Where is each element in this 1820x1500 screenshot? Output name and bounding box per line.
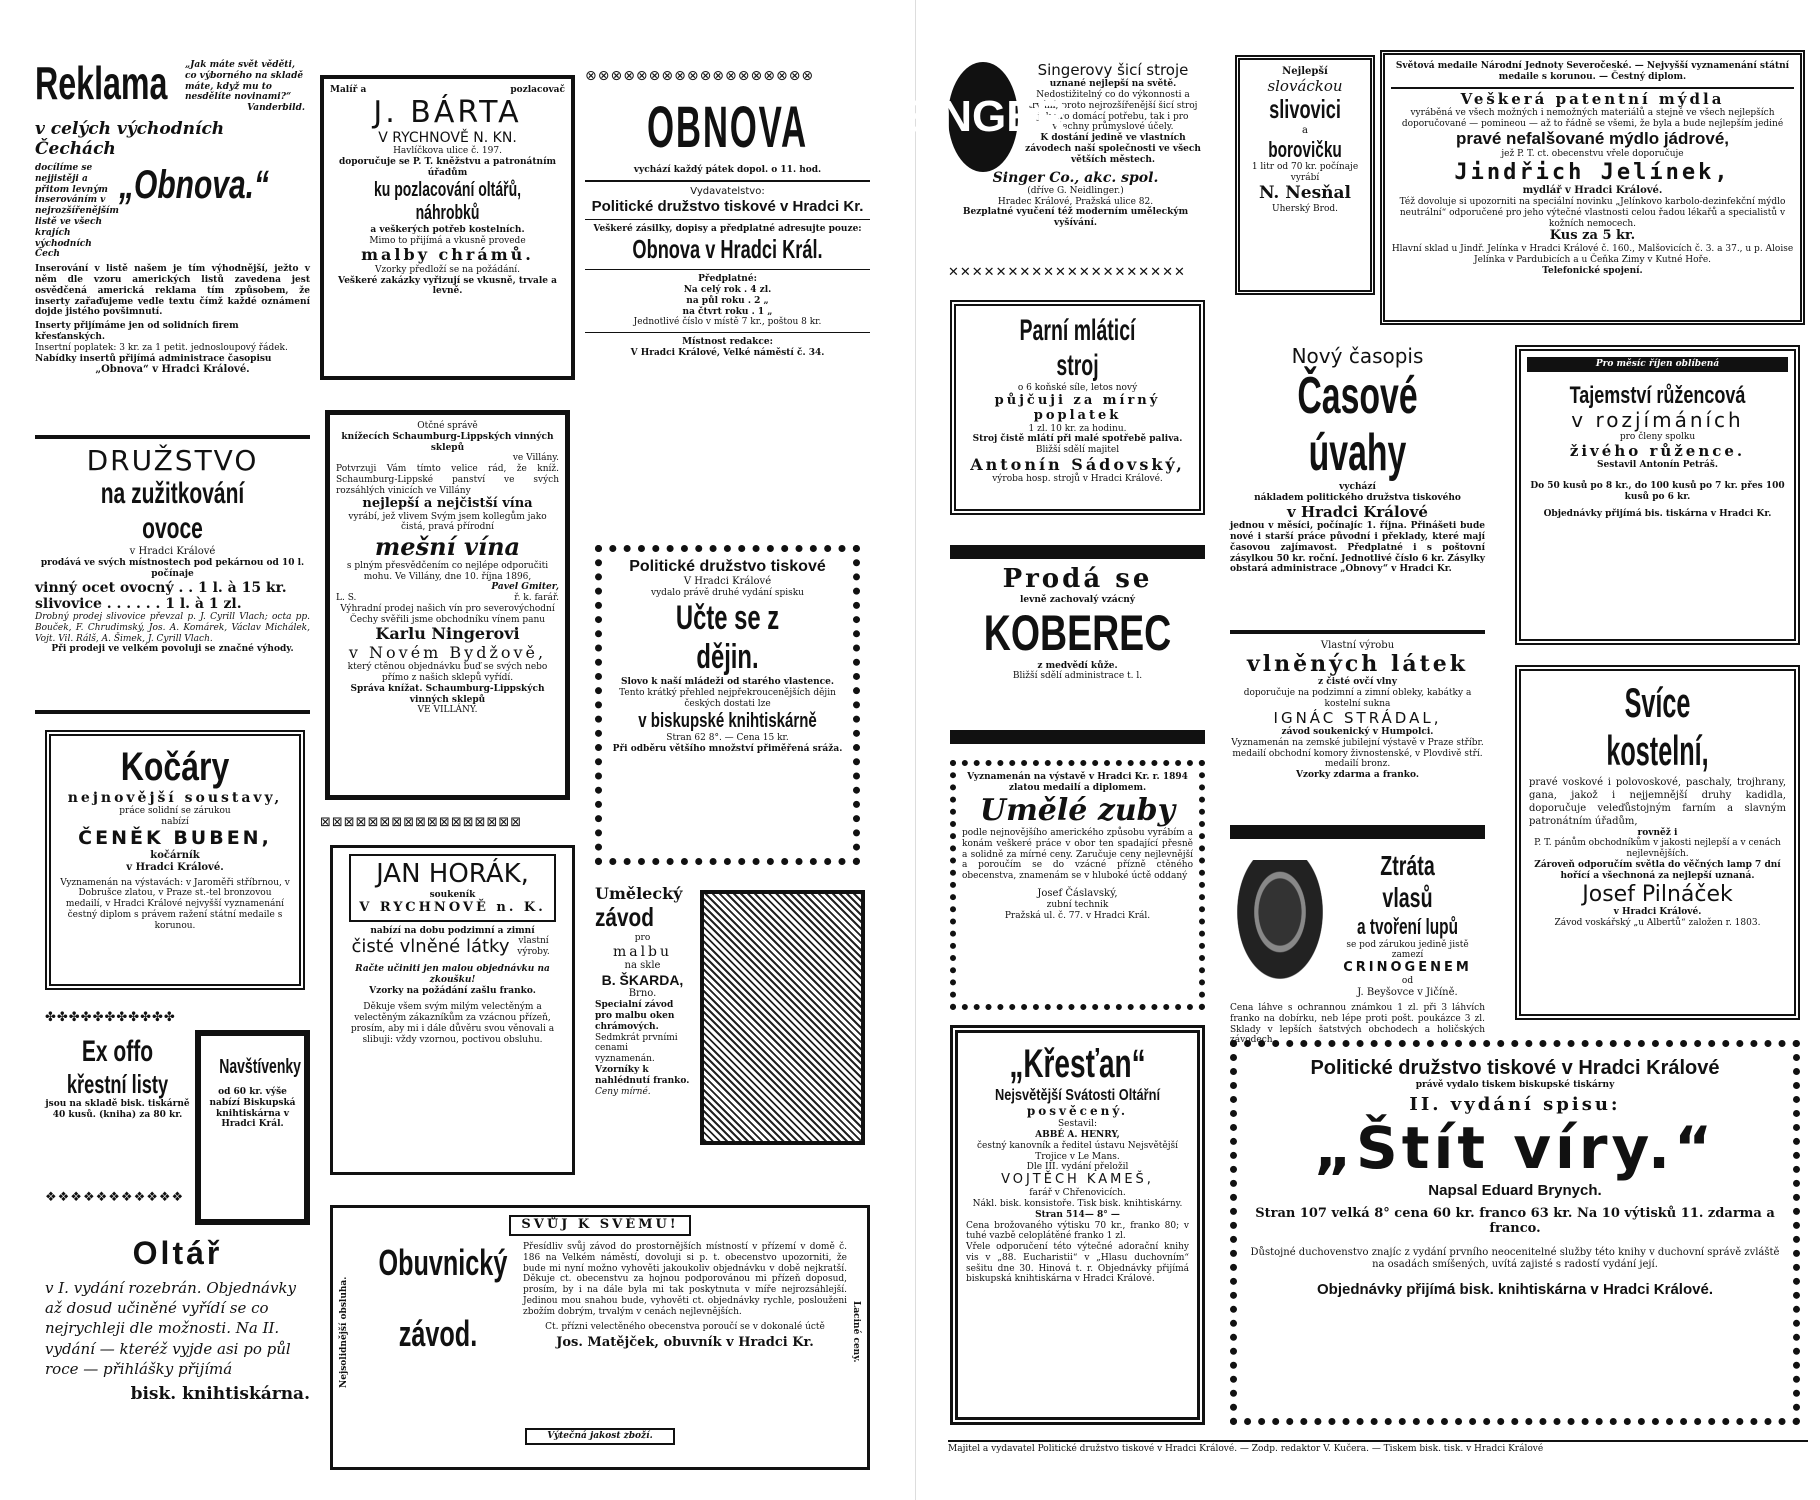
slivovice-name: N. Nesňal xyxy=(1258,183,1352,204)
ad-slivovice xyxy=(1235,55,1375,295)
kocary-note: Vyznamenán na výstavách: v Jaroměři stříbrnou, v Dobrušce zlatou, v Praze st.-tel bronzovou medailí, v Hradci Králové nejvyšší vyznamenání čestný diplom s právem ražení státní medaile s korunou. xyxy=(60,877,290,931)
umelecky-text3: Vzorníky k nahlédnutí franko. xyxy=(595,1065,690,1086)
schaumburg-head3: ve Villány. xyxy=(512,453,559,464)
horak-text: nabízí na dobu podzimní a zimní xyxy=(370,925,535,936)
slivovice-title: slivovici xyxy=(1269,94,1341,125)
schaumburg-loc: v Novém Bydžově, xyxy=(348,642,547,662)
ucte-loc: V Hradci Králové xyxy=(683,576,772,588)
ad-oltar xyxy=(45,1235,310,1465)
reklama-line4: „Obnova“ v Hradci Králové. xyxy=(95,364,250,376)
druzstvo-text2: Drobný prodej slivovice převzal p. J. Cyrill Vlach; octa pp. Bouček, F. Chrudimský, Jos. A. Komárek, Václav Michálek, Vojt. Vil. Rálš, A. Šimek, J. Cyrill Vlach. xyxy=(35,611,310,644)
oltar-sign: bisk. knihtiskárna. xyxy=(130,1384,310,1405)
slivovice-loc: Uherský Brod. xyxy=(1272,203,1338,214)
koberec-sub: levně zachovalý vzácný xyxy=(1019,594,1135,605)
koberec-text: Bližší sdělí administrace t. l. xyxy=(1012,671,1143,682)
svice-rovnez: rovněž i xyxy=(1637,827,1678,838)
schaumburg-sign2: ř. k. farář. xyxy=(514,593,559,604)
singer-text2: K dostání jedině ve vlastních závodech naší společnosti ve všech větších městech. xyxy=(1025,133,1201,165)
page-gutter xyxy=(915,0,941,1500)
krestan-translator2: farář v Chřenovicích. xyxy=(1029,1188,1126,1199)
obuvnicky-banner: SVŮJ K SVÉMU! xyxy=(509,1215,690,1236)
svice-foot: Závod voskářský „u Albertů“ založen r. 1803. xyxy=(1554,917,1761,928)
casopis-text3: jednou v měsíci, počínajíc 1. října. Přinášeti bude nové i starší práce původní i překlady, které mají časovou zajímavost. Předplatné i s poštovní zásylkou 50 kr. roční. Jednotlivé číslo 6 kr. Zásylky obstará administrace „Obnovy“ v Hradci Kr. xyxy=(1230,521,1485,575)
obnova-label: Vydavatelstvo: xyxy=(690,186,765,198)
singer-name2: (dříve G. Neidlinger.) xyxy=(1027,185,1124,196)
stit-pub: Politické družstvo tiskové v Hradci Králové xyxy=(1310,1057,1720,1079)
mydla-name: Jindřich Jelínek, xyxy=(1454,159,1731,185)
stit-author: Napsal Eduard Brynych. xyxy=(1428,1182,1602,1200)
druzstvo-text3: Při prodeji ve velkém povoluji se značné výhody. xyxy=(51,644,294,655)
ruzencova-foot: Objednávky přijímá bis. tiskárna v Hradci Kr. xyxy=(1543,508,1772,519)
rule xyxy=(1230,630,1485,634)
obuvnicky-side-l: Nejsolidnější obsluha. xyxy=(339,1276,349,1388)
ucte-big: v biskupské knihtiskárně xyxy=(638,709,817,732)
rule xyxy=(35,710,310,714)
svice-text3: Zároveň odporučím světla do věčných lamp 7 dní hořící a všechnoná za nejlepší uznaná. xyxy=(1534,859,1781,881)
obuvnicky-side-r: Laciné ceny. xyxy=(851,1301,861,1363)
casopis-text2: nákladem politického družstva tiskového xyxy=(1254,493,1461,504)
barta-spec: ku pozlacování oltářů, náhrobků xyxy=(373,178,522,224)
page-footer: Majitel a vydavatel Politické družstvo tiskové v Hradci Králové. — Zodp. redaktor V. Kučera. — Tiskem bisk. tisk. v Hradci Králové xyxy=(948,1440,1808,1455)
latky-name: IGNÁC STRÁDAL, xyxy=(1273,708,1442,727)
svice-name: Josef Pilnáček xyxy=(1582,881,1733,907)
kocary-title: Kočáry xyxy=(120,745,230,789)
ad-navstivenky xyxy=(195,1030,310,1225)
horak-big: čisté vlněné látky xyxy=(351,935,510,957)
kocary-loc: v Hradci Králové. xyxy=(126,861,224,873)
druzstvo-item2: slivovice . . . . . . 1 l. à 1 zl. xyxy=(35,595,242,612)
schaumburg-head: Otčné správě xyxy=(417,421,478,431)
ornament-row: ✤✤✤✤✤✤✤✤✤✤✤ xyxy=(45,1010,176,1025)
obuvnicky-sign: Jos. Matějček, obuvník v Hradci Kr. xyxy=(556,1335,814,1351)
barta-loc: V RYCHNOVĚ N. KN. xyxy=(378,130,517,147)
reklama-quote: „Jak máte svět věděti, co výborného na skladě máte, když mu to nesdělíte novinami?“ Vanderbild. xyxy=(185,60,305,114)
barta-line: Mimo to přijímá a vkusně provede xyxy=(369,235,526,246)
ruzencova-price: Do 50 kusů po 8 kr., do 100 kusů po 7 kr. přes 100 kusů po 6 kr. xyxy=(1530,481,1785,503)
druzstvo-text: prodává ve svých místnostech pod pekárnou od 10 l. počínaje xyxy=(40,558,305,579)
krestan-pages: Stran 514— 8° — xyxy=(1035,1209,1120,1220)
latky-title: vlněných látek xyxy=(1247,651,1468,677)
horak-it: Račte učiniti jen malou objednávku na zkoušku! xyxy=(355,964,550,985)
schaumburg-big: nejlepší a nejčistší vína xyxy=(362,495,533,511)
zuby-addr: Pražská ul. č. 77. v Hradci Král. xyxy=(1004,910,1151,921)
singer-title: Singerovy šicí stroje xyxy=(1037,61,1189,79)
ornament-row: ❖❖❖❖❖❖❖❖❖❖❖ xyxy=(45,1190,185,1205)
reklama-title: Reklama xyxy=(35,57,168,109)
ucte-title: Učte se z dějin. xyxy=(675,599,780,677)
ucte-sub: Slovo k naší mládeži od starého vlastence. xyxy=(620,677,835,688)
mydla-head: Veškerá patentní mýdla xyxy=(1391,87,1794,108)
mydla-price: Kus za 5 kr. xyxy=(1549,228,1636,244)
latky-foot: Vzorky zdarma a franko. xyxy=(1295,770,1420,781)
ucte-text: vydalo právě druhé vydání spisku xyxy=(651,588,804,599)
obuvnicky-text2: Ct. přízni velectěného obecenstva poroučí se v dokonalé úctě xyxy=(545,1321,825,1332)
obnova-single: Jednotlivé číslo v místě 7 kr., poštou 8 kr. xyxy=(633,317,822,328)
kocary-role: kočárník xyxy=(150,849,200,861)
ucte-note: Při odběru většího množství přiměřená sráža. xyxy=(612,743,843,754)
krestan-title: „Křesťan“ xyxy=(1009,1042,1146,1086)
obnova-red-head: Místnost redakce: xyxy=(682,337,773,348)
reklama-side: docílíme se nejjistěji a přitom levným inserováním v nejrozšířenějším listě ve všech krajích východních Čech xyxy=(35,163,119,260)
zuby-text: podle nejnovějšího amerického způsobu vyrábím a konám veškeré práce v obor ten spadající přesně a solidně za mírné ceny. Zaručuje ceny nejlevnější a poroučím se do vzácné přízně ctěného obecenstva, znamenám se v hluboké úctě oddaný xyxy=(962,828,1193,882)
latky-text: doporučuje na podzimní a zimní obleky, kabátky a kostelní sukna xyxy=(1243,688,1472,709)
mlatici-role: výroba hosp. strojů v Hradci Králové. xyxy=(992,474,1163,485)
exoffo-text: jsou na skladě bisk. tiskárně 40 kusů. (kniha) za 80 kr. xyxy=(45,1099,190,1121)
barta-line2: Vzorky předloží se na požádání. xyxy=(374,264,521,275)
horak-name-frame xyxy=(349,854,556,922)
ornament-row: ⊠⊠⊠⊠⊠⊠⊠⊠⊠⊠⊠⊠⊠⊠⊠⊠⊠ xyxy=(320,815,523,830)
ad-ruzencova xyxy=(1515,345,1800,645)
umelecky-head: Umělecký xyxy=(595,884,683,903)
krestan-text3: Vřele odporučení této výtečné adorační knihy vis v „88. Eucharistii“ v „Hlasu duchovním“ sešitu dne 30. Hinová t. r. Objednávky přijímá biskupská knihtiskárna v Hradci Králové. xyxy=(966,1242,1189,1285)
ad-barta xyxy=(320,75,575,380)
krestan-text2: Cena brožovaného výtisku 70 kr., franko 80; v tuhé vazbě celoplátěné franko 1 zl. xyxy=(966,1220,1189,1242)
mlatici-name: Antonín Sádovský, xyxy=(970,455,1185,475)
barta-top-left: Malíř a xyxy=(330,85,367,95)
krestan-sub2: posvěcený. xyxy=(1026,1104,1129,1119)
ruzencova-head: Pro měsíc říjen oblíbená xyxy=(1527,357,1788,372)
black-bar xyxy=(1230,825,1485,839)
reklama-line3: Nabídky insertů přijímá administrace časopisu xyxy=(35,353,272,364)
stit-info: Stran 107 velká 8° cena 60 kr. franco 63 kr. Na 10 výtisků 11. zdarma a franco. xyxy=(1255,1206,1775,1237)
horak-side: vlastní výroby. xyxy=(517,936,550,958)
exoffo-title2: křestní listy xyxy=(66,1068,169,1099)
krestan-author: ABBÉ A. HENRY, xyxy=(1035,1129,1120,1140)
ruzencova-title2: v rozjímáních xyxy=(1571,408,1744,433)
krestan-author2: čestný kanovník a ředitel ústavu Nejsvětější Trojice v Le Mans. xyxy=(976,1140,1179,1162)
svice-text: pravé voskové i polovoskové, paschaly, trojhrany, gana, jakož i nejjemnější druhy kadidla, doporučuje veleďůstojným farním a slavným patronátním úřadům, xyxy=(1529,776,1786,827)
ucte-text2: Tento krátký přehled nejpřekroucenějších dějin českých dostati lze xyxy=(619,688,836,709)
vlasy-text2: Cena láhve s ochrannou známkou 1 zl. při 3 láhvích franko na dobírku, neb lépe proti pošt. poukázce 3 zl. Sklady v lepších šatstvých obchodech a holičských závodech. xyxy=(1230,1003,1485,1046)
ad-exoffo xyxy=(45,1035,190,1185)
slivovice-head: Nejlepší xyxy=(1282,66,1328,77)
horak-loc: V RYCHNOVĚ n. K. xyxy=(359,899,546,915)
zuby-role: zubní technik xyxy=(1046,900,1109,911)
rule xyxy=(35,435,310,439)
singer-addr: Hradec Králové, Pražská ulice 82. xyxy=(997,196,1154,207)
oltar-text: v I. vydání rozebrán. Objednávky až dosud učiněné vyřídí se co nejrychleji dle možnosti. Na II. vydání — kteréž vyjde asi po půl roce — přihlášky přijímá xyxy=(45,1278,296,1378)
singer-logo-icon xyxy=(898,62,1068,172)
krestan-text: Dle III. vydání přeložil xyxy=(1026,1162,1129,1173)
latky-text2: Vyznamenán na zemské jubilejní výstavě v Praze stříbr. medailí obchodní komory živnostenské, v Plovdivě stří. medailí bronz. xyxy=(1231,737,1484,770)
stit-text2: Důstojné duchovenstvo znajíc z vydání prvního neocenitelné služby této knihy v duchovní správě zvláště na osadách smíšených, uvítá zajisté s radostí vydání její. xyxy=(1250,1247,1780,1271)
kocary-name: ČENĚK BUBEN, xyxy=(78,826,272,849)
slivovice-sub: slováckou xyxy=(1267,77,1343,95)
reklama-line2: Insertní poplatek: 3 kr. za 1 petit. jednosloupový řádek. xyxy=(35,342,288,353)
schaumburg-head2: knížecích Schaumburg-Lippských vinných sklepů xyxy=(341,431,554,453)
slivovice-a: a xyxy=(1302,125,1308,137)
ad-singer xyxy=(898,61,1203,262)
ad-reklama xyxy=(35,57,310,430)
obnova-text: Veškeré zásilky, dopisy a předplatné adresujte pouze: xyxy=(593,224,862,235)
navstivenky-text: od 60 kr. výše nabízí Biskupská knihtiskárna v Hradci Král. xyxy=(209,1087,296,1130)
ad-mydla xyxy=(1380,50,1805,325)
obuvnicky-title2: závod. xyxy=(398,1313,478,1355)
singer-text: Nedostižitelný co do výkonnosti a trvání, proto nejrozšířenější šicí stroj jak pro domácí potřebu, tak i pro všechny průmyslové účely. xyxy=(1028,90,1198,133)
druzstvo-loc: v Hradci Králové xyxy=(129,546,216,558)
schaumburg-sign: Pavel Gmiter, xyxy=(491,582,559,593)
obuvnicky-text: Přesídliv svůj závod do prostornějších místností v přízemí v domě č. 186 na Velkém náměstí, dovoluji si p. t. obecenstvo upozorniti, že bude mi nyní možno vyhověti jakoukoliv objednávku v době nejkratší. Děkuje ct. obecenstvu za hojnou podporovánou mi přízeň doposud, prosím, by i na dále byla mi tak poskytnuta v míře nejrozsáhlejší. Jedinou mou snahou bude, vyhověti ct. objednávky rychle, poslouženi zbožím dobrým, trvalým v cenách nejlevnějších. xyxy=(523,1241,847,1317)
ad-umelecky xyxy=(595,885,690,1145)
ad-casopis xyxy=(1230,345,1485,625)
umelecky-mal: malbu xyxy=(612,944,673,961)
umelecky-skle: na skle xyxy=(624,960,661,972)
ucte-info: Stran 62 8°. — Cena 15 kr. xyxy=(666,732,789,743)
druzstvo-item1: vinný ocet ovocný . . 1 l. à 15 kr. xyxy=(35,579,287,596)
black-bar xyxy=(950,730,1205,744)
right-page xyxy=(898,0,1820,1500)
mydla-top: Světová medaile Národní Jednoty Severočeské. — Nejvyšší vyznamenání státní medaile s korunou. — Čestný diplom. xyxy=(1395,61,1790,82)
horak-line: Vzorky na požádání zašlu franko. xyxy=(369,985,536,996)
mlatici-text4: Bližší sdělí majitel xyxy=(1035,445,1120,456)
zuby-title: Umělé zuby xyxy=(979,792,1176,828)
ad-koberec xyxy=(950,565,1205,730)
vlasy-brand: CRINOGENEM xyxy=(1343,960,1472,976)
slivovice-text: 1 litr od 70 kr. počínaje vyrábí xyxy=(1251,162,1359,184)
mydla-text2: jež P. T. ct. obecenstvu vřele doporučuje xyxy=(1501,148,1684,159)
kocary-sub3: nabízí xyxy=(161,816,189,827)
mydla-text: vyráběná ve všech možných i nemožných materiálů a stejně ve všech nejlepších doporučované — pomineou — až to řádně se všemi, že byla a bude nejlepším jediné xyxy=(1401,107,1784,129)
krestan-label: Sestavil: xyxy=(1058,1119,1097,1130)
barta-addr: Havlíčkova ulice č. 197. xyxy=(393,146,502,157)
barta-big: malby chrámů. xyxy=(361,245,534,265)
svice-title: Svíce kostelní, xyxy=(1606,679,1709,775)
vlasy-name: J. Beyšovce v Jičíně. xyxy=(1357,987,1458,998)
zuby-name: Josef Čáslavský, xyxy=(1037,888,1118,900)
obuvnicky-title: Obuvnický xyxy=(378,1241,508,1283)
navstivenky-title: Navštívenky xyxy=(219,1056,301,1078)
mlatici-title: Parní mláticí stroj xyxy=(1019,314,1136,382)
ruzencova-author: Sestavil Antonín Petráš. xyxy=(1597,460,1718,471)
black-bar xyxy=(950,545,1205,559)
stained-glass-illustration xyxy=(700,890,865,1145)
koberec-sub2: z medvědí kůže. xyxy=(1037,660,1118,671)
umelecky-loc: Brno. xyxy=(628,988,657,1000)
vlasy-title: Ztráta vlasů xyxy=(1380,850,1435,914)
obnova-red-addr: V Hradci Králové, Velké náměstí č. 34. xyxy=(630,347,825,358)
mydla-text4: Hlavní sklad u Jindř. Jelínka v Hradci Králové č. 160., Malšovicích č. 3. a 37., u p. Aloise Jelínka v Pardubicích a u Čeňka Zimy v Kutné Hoře. xyxy=(1391,244,1794,266)
barta-line3: Veškeré zakázky vyřizují se vkusně, trvale a levně. xyxy=(338,275,557,297)
exoffo-title: Ex offo xyxy=(81,1035,154,1068)
obuvnicky-foot: Výtečná jakost zboží. xyxy=(525,1428,674,1445)
druzstvo-title2: na zužitkování ovoce xyxy=(100,477,245,545)
mlatici-big: půjčuji za mírný poplatek xyxy=(994,392,1161,423)
krestan-translator: VOJTĚCH KAMEŠ, xyxy=(1001,1172,1154,1188)
casopis-head: Nový časopis xyxy=(1291,344,1424,368)
reklama-brand: „Obnova.“ xyxy=(118,163,269,208)
schaumburg-foot2: VE VILLÁNY. xyxy=(417,705,478,716)
koberec-title: KOBEREC xyxy=(983,604,1172,661)
singer-foot: Bezplatné vyučení též moderním uměleckým vyšívání. xyxy=(962,207,1189,229)
ad-obuvnicky xyxy=(330,1205,870,1470)
reklama-sub: v celých východních Čechách xyxy=(35,118,225,159)
horak-text2: Děkuje všem svým milým velectěným a velectěným zákazníkům za vzácnou přízeň, prosím, aby mi i dále důvěru svou věnovali a slibuji: vždy vzornou, poctivou obsluhu. xyxy=(350,1002,555,1045)
barta-top-right: pozlacovač xyxy=(510,85,565,95)
vlasy-text: se pod zárukou jedině jistě zamezí xyxy=(1346,939,1469,961)
schaumburg-text2: vyrábí, jež vlivem Svým jsem kollegům jako čistá, pravá přírodní xyxy=(348,511,547,533)
obnova-p3: na čtvrt roku . 1 „ xyxy=(682,306,773,317)
schaumburg-foot: Správa knížat. Schaumburg-Lippských vinných sklepů xyxy=(350,683,545,705)
svice-text2: P. T. pánům obchodníkům v jakosti nejlepší a v cenách nejlevnějších. xyxy=(1534,838,1781,860)
reklama-body: Inserování v listě našem je tím výhodnější, ježto v něm dle vzoru amerických listů zavedena jest osvědčená americká reklama tím způsobem, že inserty zařaďujeme vedle textu čímž každé oznámení dojde jistého povšimnutí. xyxy=(35,264,310,318)
druzstvo-title: DRUŽSTVO xyxy=(86,444,259,477)
barta-name: J. BÁRTA xyxy=(373,94,522,130)
ad-svice xyxy=(1515,665,1800,1020)
svice-loc: v Hradci Králové. xyxy=(1613,906,1702,917)
obnova-sub: vychází každý pátek dopol. o 11. hod. xyxy=(633,165,822,176)
reklama-line1: Inserty přijímáme jen od solidních firem křesťanských. xyxy=(35,321,239,343)
ad-krestan xyxy=(950,1025,1205,1425)
krestan-sub: Nejsvětější Svátosti Oltářní xyxy=(994,1087,1161,1104)
kocary-sub: nejnovější soustavy, xyxy=(67,790,283,806)
mydla-text3: Též dovoluje si upozorniti na speciální novinku „Jelínkovo karbolo-dezinfekční mýdlo neutrální“ odporučené pro jeho výtečné vlastnosti celou řadou lékařů a specialistů v kožních nemocech. xyxy=(1399,197,1786,229)
ad-ucte xyxy=(595,545,860,865)
obnova-p2: na půl roku . 2 „ xyxy=(686,295,769,306)
mydla-foot: Telefonické spojení. xyxy=(1542,266,1643,276)
schaumburg-text5: který ctěnou objednávku buď se svých nebo přímo z našich sklepů vyřídí. xyxy=(347,662,548,684)
mlatici-text: o 6 koňské síle, letos nový xyxy=(1017,383,1138,393)
slivovice-title2: borovičku xyxy=(1268,137,1342,163)
mydla-big: pravé nefalšované mýdlo jádrové, xyxy=(1455,129,1730,149)
ad-druzstvo xyxy=(35,445,310,700)
vlasy-title2: a tvoření lupů xyxy=(1357,914,1458,940)
koberec-head: Prodá se xyxy=(1002,564,1153,594)
umelecky-name: B. ŠKARDA, xyxy=(601,972,684,989)
umelecky-text: Specialní závod pro malbu oken chrámových. xyxy=(595,1000,675,1032)
zuby-top: Vyznamenán na výstavě v Hradci Kr. r. 1894 zlatou medailí a diplomem. xyxy=(967,772,1188,793)
singer-sub: uznané nejlepší na světě. xyxy=(1049,79,1177,90)
mydla-role: mydlář v Hradci Králové. xyxy=(1522,185,1663,197)
ad-stit xyxy=(1230,1040,1800,1425)
ad-mlatici xyxy=(950,300,1205,515)
schaumburg-text: Potvrzuji Vám tímto velice rád, že kníž. Schaumburg-Lippské panství ve svých rozsáhlých vinicích ve Villány xyxy=(336,464,559,496)
schaumburg-name: Karlu Ningerovi xyxy=(375,624,520,644)
obnova-addr: Obnova v Hradci Král. xyxy=(632,234,823,265)
ad-vlasy xyxy=(1230,850,1485,1046)
ad-schaumburg xyxy=(325,410,570,800)
portrait-illustration xyxy=(1230,860,1330,990)
ornament-row: ✕✕✕✕✕✕✕✕✕✕✕✕✕✕✕✕✕✕✕✕ xyxy=(948,265,1186,280)
oltar-title: Oltář xyxy=(132,1235,223,1271)
ad-horak xyxy=(330,845,575,1175)
horak-name: JAN HORÁK, xyxy=(376,859,529,889)
schaumburg-text3: s plným přesvědčením co nejlépe odporučiti mohu. Ve Villány, dne 10. října 1896, xyxy=(346,560,549,582)
mlatici-text2: 1 zl. 10 kr. za hodinu. xyxy=(1028,423,1127,434)
stit-foot: Objednávky přijímá bisk. knihtiskárna v Hradci Králové. xyxy=(1317,1281,1713,1299)
umelecky-pro: pro xyxy=(634,933,651,944)
barta-text: doporučuje se P. T. kněžstvu a patronátním úřadům xyxy=(338,157,557,178)
singer-badge: SINGER xyxy=(898,91,1068,141)
latky-role: závod soukenický v Humpolci. xyxy=(1281,726,1434,737)
obnova-publisher: Politické družstvo tiskové v Hradci Kr. xyxy=(591,198,864,216)
stit-text: právě vydalo tiskem biskupské tiskárny xyxy=(1415,1080,1615,1090)
casopis-title: Časové úvahy xyxy=(1297,367,1418,483)
schaumburg-ls: L. S. xyxy=(336,593,357,604)
barta-spec2: a veškerých potřeb kostelních. xyxy=(370,224,525,235)
obnova-title: OBNOVA xyxy=(647,95,808,160)
ruzencova-text: pro členy spolku xyxy=(1619,432,1696,443)
obnova-p1: Na celý rok . 4 zl. xyxy=(683,284,772,295)
horak-role: soukeník xyxy=(429,889,476,900)
ad-kocary xyxy=(45,730,305,990)
mlatici-text3: Stroj čistě mlátí při malé spotřebě paliva. xyxy=(972,434,1183,445)
stit-edition: II. vydání spisu: xyxy=(1409,1093,1621,1115)
casopis-loc: v Hradci Králové xyxy=(1287,502,1428,521)
singer-name: Singer Co., akc. spol. xyxy=(992,169,1159,186)
ucte-pub: Politické družstvo tiskové xyxy=(629,558,826,575)
krestan-publ: Nákl. bisk. konsistoře. Tisk bisk. knihtiskárny. xyxy=(972,1198,1183,1209)
ornament-row: ⊗⊗⊗⊗⊗⊗⊗⊗⊗⊗⊗⊗⊗⊗⊗⊗⊗⊗ xyxy=(585,68,815,84)
ad-latky xyxy=(1230,640,1485,820)
umelecky-text2: Sedmkrát prvními cenami vyznamenán. xyxy=(595,1032,678,1065)
vlasy-od: od xyxy=(1401,976,1414,987)
ruzencova-title: Tajemství růžencová xyxy=(1569,381,1746,409)
obnova-sub-head: Předplatné: xyxy=(698,274,757,285)
schaumburg-title: mešní vína xyxy=(374,532,521,562)
ad-zuby xyxy=(950,760,1205,1010)
ad-obnova xyxy=(585,90,870,520)
kocary-sub2: práce solidní se zárukou xyxy=(119,806,231,817)
umelecky-title: závod xyxy=(595,902,654,933)
casopis-text: vychází xyxy=(1339,482,1376,493)
schaumburg-text4: Výhradní prodej našich vín pro severovýchodní Čechy svěřili jsme obchodníku vínem panu xyxy=(340,603,555,625)
stit-title: „Štít víry.“ xyxy=(1313,1114,1717,1183)
latky-head: Vlastní výrobu xyxy=(1320,640,1395,651)
ruzencova-title3: živého růžence. xyxy=(1569,442,1746,461)
umelecky-foot: Ceny mírné. xyxy=(595,1086,651,1097)
latky-sub: z čisté ovčí vlny xyxy=(1318,677,1397,688)
